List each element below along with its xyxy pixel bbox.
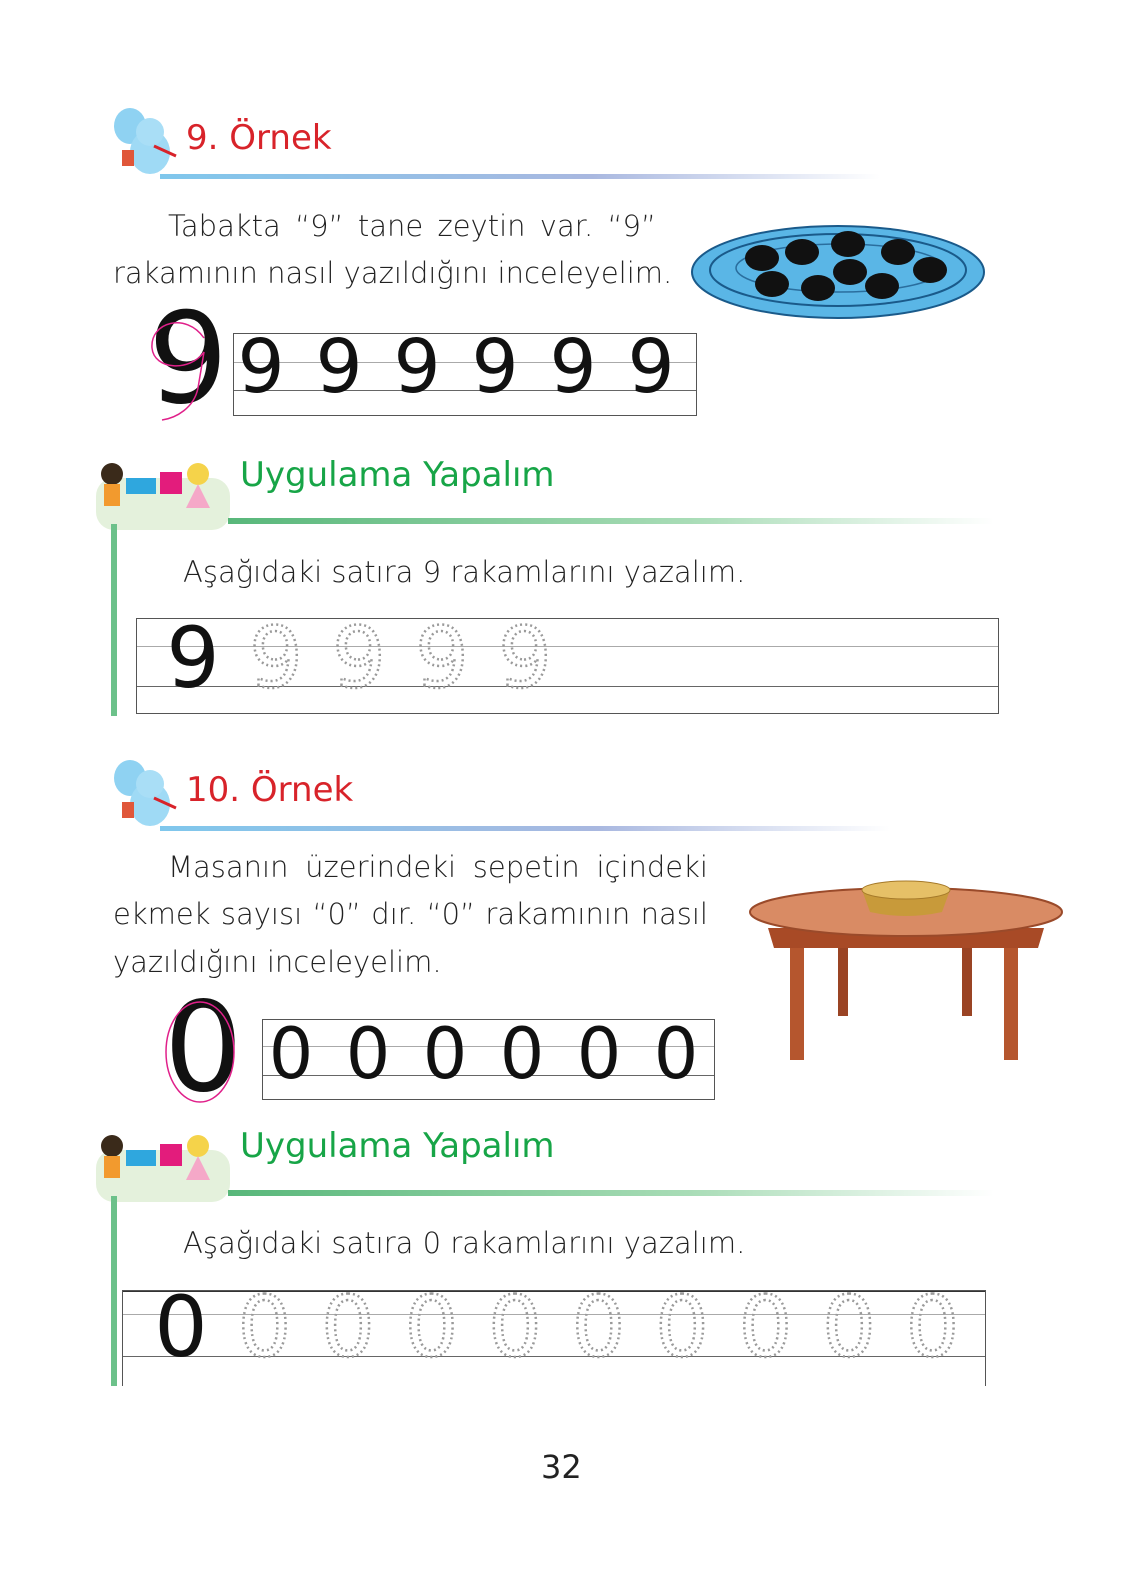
kids-puzzle-icon	[94, 458, 234, 532]
digit: 9	[315, 324, 363, 410]
dotted-trace-digit[interactable]: 9	[332, 609, 386, 707]
elephant-mascot-icon	[110, 104, 180, 182]
practice-divider	[228, 1190, 994, 1196]
digit: 0	[499, 1013, 545, 1095]
dotted-trace-digit[interactable]: 0	[237, 1278, 292, 1376]
dotted-trace-digit[interactable]: 9	[498, 609, 552, 707]
dotted-trace-digit[interactable]: 9	[415, 609, 469, 707]
example-text-line: ekmek sayısı “0” dır. “0” rakamının nasıl	[113, 897, 708, 931]
model-digit-large: 0	[164, 976, 243, 1120]
digit: 9	[549, 324, 597, 410]
practice-side-bar	[111, 1196, 117, 1386]
practice-instruction: Aşağıdaki satıra 9 rakamlarını yazalım.	[183, 555, 746, 589]
header-divider	[160, 174, 880, 179]
olive-plate-image	[690, 222, 990, 322]
digit: 0	[268, 1013, 314, 1095]
practice-title: Uygulama Yapalım	[240, 455, 555, 495]
dotted-trace-digit[interactable]: 0	[655, 1278, 709, 1376]
practice-divider	[228, 518, 994, 524]
dotted-trace-digit[interactable]: 0	[905, 1278, 960, 1376]
dotted-trace-digit[interactable]: 0	[571, 1278, 626, 1376]
digit: 0	[345, 1013, 391, 1095]
header-divider	[160, 826, 890, 831]
table-with-basket-image	[748, 876, 1066, 1066]
model-writing-row	[262, 1013, 715, 1100]
example-text-line: rakamının nasıl yazıldığını inceleyelim.	[113, 256, 673, 290]
stroke-guide-icon	[164, 1000, 240, 1106]
practice-instruction: Aşağıdaki satıra 0 rakamlarını yazalım.	[183, 1226, 746, 1260]
dotted-trace-digit[interactable]: 0	[488, 1278, 542, 1376]
digit: 9	[166, 609, 220, 707]
example-title: 10. Örnek	[186, 770, 354, 810]
example-text-line: Masanın üzerindeki sepetin içindeki	[168, 850, 708, 884]
practice-writing-row[interactable]	[136, 609, 999, 714]
example-title: 9. Örnek	[186, 118, 332, 158]
dotted-trace-digit[interactable]: 0	[321, 1278, 375, 1376]
stroke-guide-icon	[146, 318, 216, 424]
practice-title: Uygulama Yapalım	[240, 1126, 555, 1166]
page-number: 32	[541, 1448, 582, 1486]
kids-puzzle-icon	[94, 1130, 234, 1204]
digit: 0	[154, 1278, 208, 1376]
digit: 0	[653, 1013, 699, 1095]
dotted-trace-digit[interactable]: 0	[738, 1278, 793, 1376]
practice-side-bar	[111, 524, 117, 716]
digit: 0	[422, 1013, 468, 1095]
dotted-trace-digit[interactable]: 9	[249, 609, 303, 707]
dotted-trace-digit[interactable]: 0	[822, 1278, 876, 1376]
dotted-trace-digit[interactable]: 0	[404, 1278, 459, 1376]
digit: 9	[237, 324, 285, 410]
model-writing-row	[233, 324, 697, 416]
digit: 9	[471, 324, 519, 410]
digit: 0	[576, 1013, 622, 1095]
model-digit-large: 9	[148, 285, 229, 432]
elephant-mascot-icon	[110, 756, 180, 834]
practice-writing-row[interactable]	[122, 1278, 986, 1386]
example-text-line: yazıldığını inceleyelim.	[113, 945, 442, 979]
example-text-line: Tabakta “9” tane zeytin var. “9”	[168, 209, 656, 243]
digit: 9	[393, 324, 441, 410]
digit: 9	[627, 324, 675, 410]
